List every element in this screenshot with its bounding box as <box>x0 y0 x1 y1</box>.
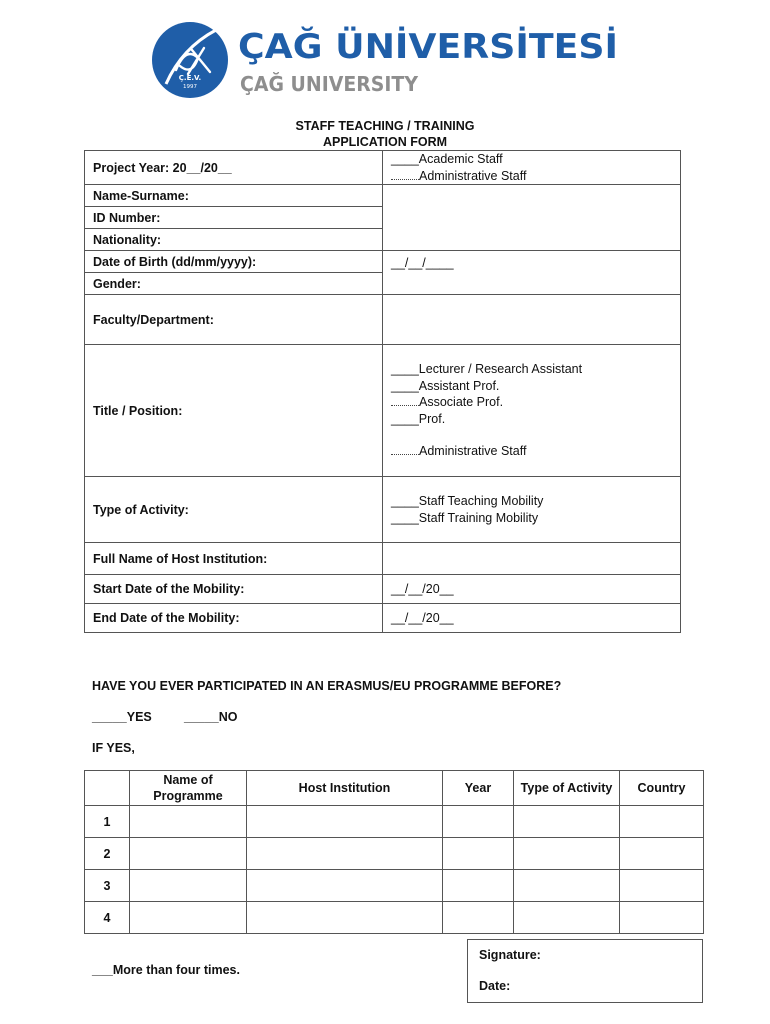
host-institution-field[interactable] <box>383 543 681 575</box>
faculty-department-label: Faculty/Department: <box>85 295 383 345</box>
staff-type-options[interactable] <box>383 151 681 185</box>
host-cell[interactable] <box>247 902 443 934</box>
blank-line <box>391 168 419 180</box>
logo-seal-text: Ç.E.V. <box>178 74 202 82</box>
country-cell[interactable] <box>620 806 704 838</box>
no-option[interactable]: _____NO <box>184 710 238 724</box>
university-name-en: ÇAĞ UNIVERSITY <box>240 72 419 96</box>
country-cell[interactable] <box>620 902 704 934</box>
host-cell[interactable] <box>247 838 443 870</box>
col-header-host: Host Institution <box>247 771 443 806</box>
year-cell[interactable] <box>443 838 514 870</box>
start-date-label: Start Date of the Mobility: <box>85 575 383 604</box>
programme-history-table <box>84 770 704 934</box>
faculty-department-field[interactable] <box>383 295 681 345</box>
university-logo <box>152 18 622 102</box>
name-surname-label: Name-Surname: <box>85 185 383 207</box>
host-cell[interactable] <box>247 806 443 838</box>
programme-cell[interactable] <box>130 902 247 934</box>
table-row <box>85 838 704 870</box>
activity-option-teaching[interactable]: ____Staff Teaching Mobility <box>391 494 544 508</box>
dob-label: Date of Birth (dd/mm/yyyy): <box>85 251 383 273</box>
country-cell[interactable] <box>620 870 704 902</box>
activity-type-options[interactable] <box>383 477 681 543</box>
university-name-tr: ÇAĞ ÜNİVERSİTESİ <box>238 27 595 67</box>
form-title-line1: STAFF TEACHING / TRAINING <box>295 119 475 133</box>
col-header-activity: Type of Activity <box>514 771 620 806</box>
title-option-prof[interactable]: ____Prof. <box>391 411 446 426</box>
staff-option-academic[interactable]: ____Academic Staff <box>391 152 503 166</box>
date-label: Date: <box>479 979 511 993</box>
application-form-table <box>84 150 681 633</box>
signature-label: Signature: <box>479 948 541 962</box>
activity-option-training[interactable]: ____Staff Training Mobility <box>391 510 539 525</box>
title-option-associate-prof[interactable]: Associate Prof. <box>391 394 672 411</box>
title-option-lecturer[interactable]: ____Lecturer / Research Assistant <box>391 362 583 377</box>
year-cell[interactable] <box>443 806 514 838</box>
id-number-label: ID Number: <box>85 207 383 229</box>
activity-cell[interactable] <box>514 806 620 838</box>
row-index: 4 <box>85 902 130 934</box>
programme-cell[interactable] <box>130 838 247 870</box>
start-date-field[interactable]: __/__/20__ <box>383 575 681 604</box>
end-date-label: End Date of the Mobility: <box>85 604 383 633</box>
project-year-label: Project Year: 20__/20__ <box>85 151 383 185</box>
title-position-label: Title / Position: <box>85 345 383 477</box>
programme-cell[interactable] <box>130 806 247 838</box>
title-option-assistant-prof[interactable]: ____Assistant Prof. <box>391 378 500 393</box>
blank-line <box>391 443 419 455</box>
more-than-four-option[interactable]: ___More than four times. <box>92 963 240 977</box>
table-row <box>85 870 704 902</box>
activity-cell[interactable] <box>514 838 620 870</box>
title-option-administrative[interactable]: Administrative Staff <box>391 443 672 460</box>
blank-line <box>391 394 419 406</box>
if-yes-label: IF YES, <box>92 741 135 755</box>
activity-cell[interactable] <box>514 902 620 934</box>
col-header-country: Country <box>620 771 704 806</box>
erasmus-question: HAVE YOU EVER PARTICIPATED IN AN ERASMUS/EU PROGRAMME BEFORE? <box>92 679 562 693</box>
row-index: 2 <box>85 838 130 870</box>
end-date-field[interactable]: __/__/20__ <box>383 604 681 633</box>
country-cell[interactable] <box>620 838 704 870</box>
table-header-row <box>85 771 704 806</box>
col-header-programme: Name of Programme <box>130 771 247 806</box>
col-header-year: Year <box>443 771 514 806</box>
activity-type-label: Type of Activity: <box>85 477 383 543</box>
programme-cell[interactable] <box>130 870 247 902</box>
year-cell[interactable] <box>443 902 514 934</box>
activity-cell[interactable] <box>514 870 620 902</box>
table-row <box>85 902 704 934</box>
name-id-nationality-field[interactable] <box>383 185 681 251</box>
table-row <box>85 806 704 838</box>
yes-option[interactable]: _____YES <box>92 710 152 724</box>
host-cell[interactable] <box>247 870 443 902</box>
year-cell[interactable] <box>443 870 514 902</box>
staff-option-administrative[interactable]: Administrative Staff <box>391 168 672 185</box>
col-header-index <box>85 771 130 806</box>
nationality-label: Nationality: <box>85 229 383 251</box>
gender-label: Gender: <box>85 273 383 295</box>
logo-seal-year: 1997 <box>183 84 197 90</box>
form-title-line2: APPLICATION FORM <box>322 135 448 149</box>
dob-field[interactable]: __/__/____ <box>383 251 681 295</box>
signature-box[interactable] <box>467 939 703 1003</box>
host-institution-label: Full Name of Host Institution: <box>85 543 383 575</box>
row-index: 3 <box>85 870 130 902</box>
title-position-options[interactable] <box>383 345 681 477</box>
row-index: 1 <box>85 806 130 838</box>
